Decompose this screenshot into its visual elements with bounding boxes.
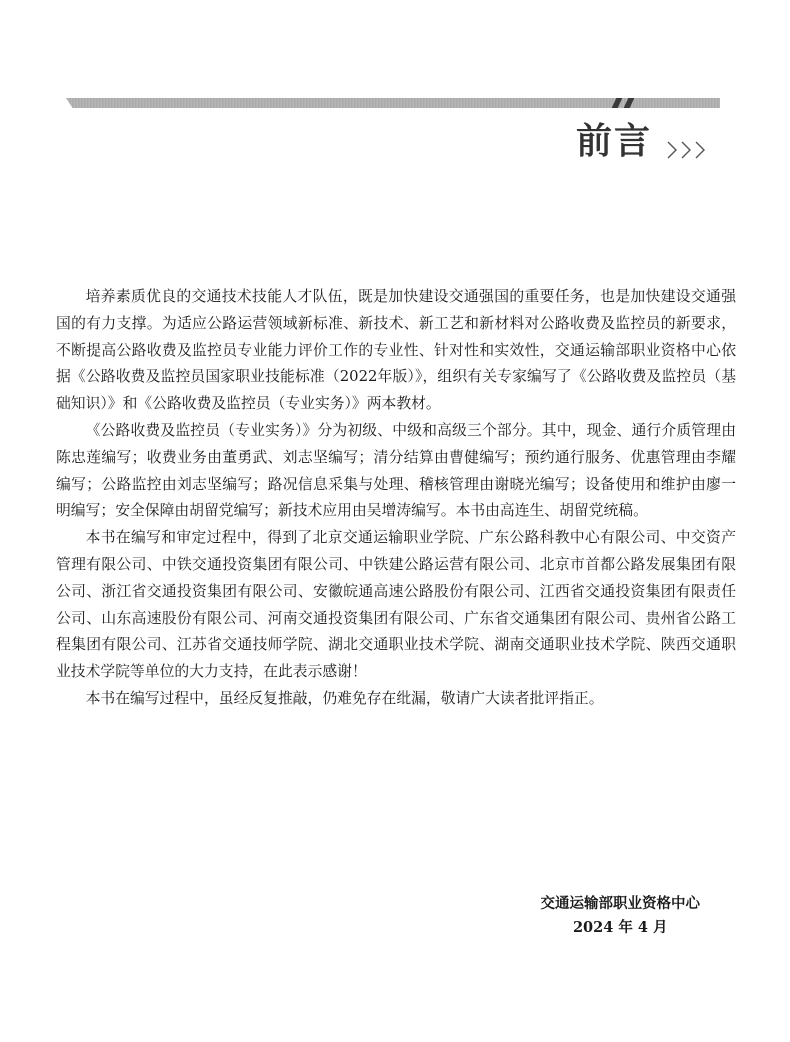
signature-block xyxy=(541,892,701,940)
paragraph: 本书在编写过程中，虽经反复推敲，仍难免存在纰漏，敬请广大读者批评指正。 xyxy=(85,689,604,707)
header-decorative-band xyxy=(66,98,720,108)
signature-organization: 交通运输部职业资格中心 xyxy=(540,895,700,912)
preface-body xyxy=(56,284,736,713)
paragraph: 《公路收费及监控员（专业实务）》分为初级、中级和高级三个部分。其中，现金、通行介质管理由陈忠莲编写；收费业务由董勇武、刘志坚编写；清分结算由曹健编写；预约通行服务、优惠管理由李耀编写；公路监控由刘志坚编写；路况信息采集与处理、稽核管理由谢晓光编写；设备使用和维护由廖一明编写；安全保障由胡留党编写；新技术应用由吴增涛编写。本书由高连生、胡留党统稿。 xyxy=(56,421,736,520)
paragraph: 本书在编写和审定过程中，得到了北京交通运输职业学院、广东公路科教中心有限公司、中交资产管理有限公司、中铁交通投资集团有限公司、中铁建公路运营有限公司、北京市首都公路发展集团有限公司、浙江省交通投资集团有限公司、安徽皖通高速公路股份有限公司、江西省交通投资集团有限责任公司、山东高速股份有限公司、河南交通投资集团有限公司、广东省交通集团有限公司、贵州省公路工程集团有限公司、江苏省交通技师学院、湖北交通职业技术学院、湖南交通职业技术学院、陕西交通职业技术学院等单位的大力支持，在此表示感谢！ xyxy=(56,529,736,681)
chevron-right-icon xyxy=(666,138,710,162)
header-band-fill xyxy=(66,98,720,108)
page-title: 前言 xyxy=(576,121,653,162)
signature-date: 2024 年 4 月 xyxy=(572,919,668,936)
paragraph: 培养素质优良的交通技术技能人才队伍，既是加快建设交通强国的重要任务，也是加快建设交通强国的有力支撑。为适应公路运营领域新标准、新技术、新工艺和新材料对公路收费及监控员的新要求，不断提高公路收费及监控员专业能力评价工作的专业性、针对性和实效性，交通运输部职业资格中心依据《公路收费及监控员国家职业技能标准（2022年版）》，组织有关专家编写了《公路收费及监控员（基础知识）》和《公路收费及监控员（专业实务）》两本教材。 xyxy=(56,288,736,413)
